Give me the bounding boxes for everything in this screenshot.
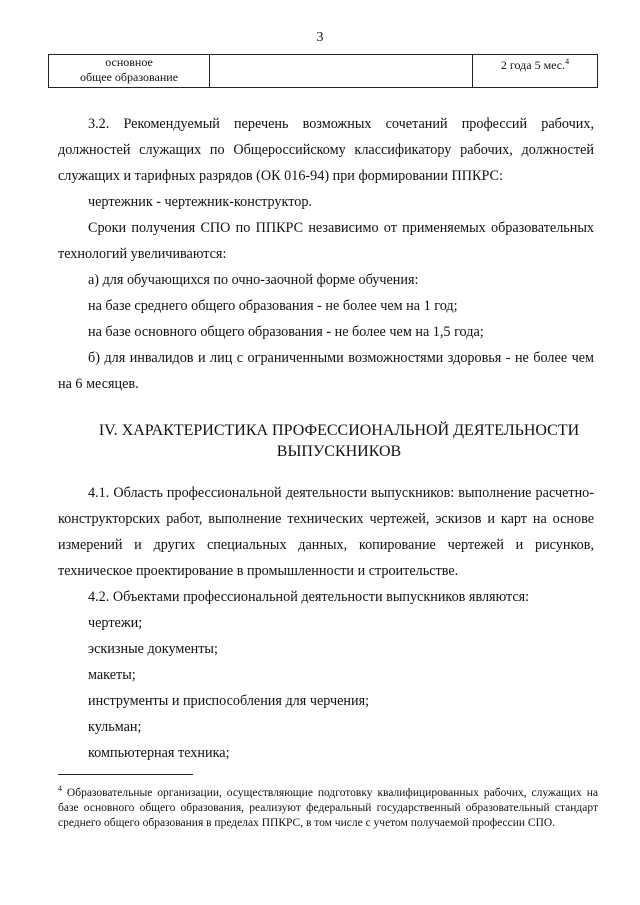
footnote-reference: 4	[565, 57, 570, 66]
section-heading: IV. ХАРАКТЕРИСТИКА ПРОФЕССИОНАЛЬНОЙ ДЕЯТЕЛЬНОСТИ ВЫПУСКНИКОВ	[98, 422, 580, 460]
education-level-line1: основное	[105, 55, 153, 69]
education-level-line2: общее образование	[79, 70, 179, 84]
footnote	[58, 781, 598, 831]
section-4	[58, 420, 594, 766]
footnote-text: Образовательные организации, осуществляющие подготовку квалифицированных рабочих, служащих на базе основного общего образования, реализуют федеральный государственный образовательный стандарт среднего общего образования в пределах ППКРС, в том числе с учетом получаемой профессии СПО.	[58, 786, 598, 829]
terms-paragraph: Сроки получения СПО по ППКРС независимо от применяемых образовательных технологий увеличиваются:	[58, 220, 594, 262]
education-level-cell	[49, 55, 210, 88]
section-3-2	[58, 111, 594, 397]
paragraph-4-1: 4.1. Область профессиональной деятельности выпускников: выполнение расчетно-конструкторских работ, выполнение технических чертежей, эскизов и карт на основе измерений и других специальных данных, копирование чертежей и рисунков, техническое проектирование в промышленности и строительстве.	[58, 485, 594, 579]
footnote-mark: 4	[58, 784, 62, 793]
list-item: эскизные документы;	[88, 641, 218, 657]
list-item: кульман;	[88, 719, 142, 735]
terms-item-a: а) для обучающихся по очно-заочной форме обучения:	[88, 272, 419, 288]
empty-cell	[210, 55, 473, 88]
paragraph-3-2: 3.2. Рекомендуемый перечень возможных сочетаний профессий рабочих, должностей служащих по Общероссийскому классификатору рабочих, должностей служащих и тарифных разрядов (ОК 016-94) при формировании ППКРС:	[58, 116, 594, 184]
duration-cell	[473, 55, 598, 88]
terms-secondary-general: на базе среднего общего образования - не более чем на 1 год;	[88, 298, 458, 314]
list-item: компьютерная техника;	[88, 745, 230, 761]
list-item: макеты;	[88, 667, 136, 683]
list-item: инструменты и приспособления для черчения;	[88, 693, 370, 709]
paragraph-4-2: 4.2. Объектами профессиональной деятельности выпускников являются:	[88, 589, 530, 605]
duration-value: 2 года 5 мес.	[500, 58, 566, 72]
footnote-separator	[58, 774, 193, 775]
list-item: чертежи;	[88, 615, 143, 631]
terms-item-b: б) для инвалидов и лиц с ограниченными возможностями здоровья - не более чем на 6 месяцев.	[58, 350, 594, 392]
duration-table-fragment	[48, 54, 598, 88]
terms-basic-general: на базе основного общего образования - не более чем на 1,5 года;	[88, 324, 484, 340]
profession-combination: чертежник - чертежник-конструктор.	[88, 194, 312, 210]
table-row	[49, 55, 598, 88]
page-number: 3	[316, 30, 324, 45]
